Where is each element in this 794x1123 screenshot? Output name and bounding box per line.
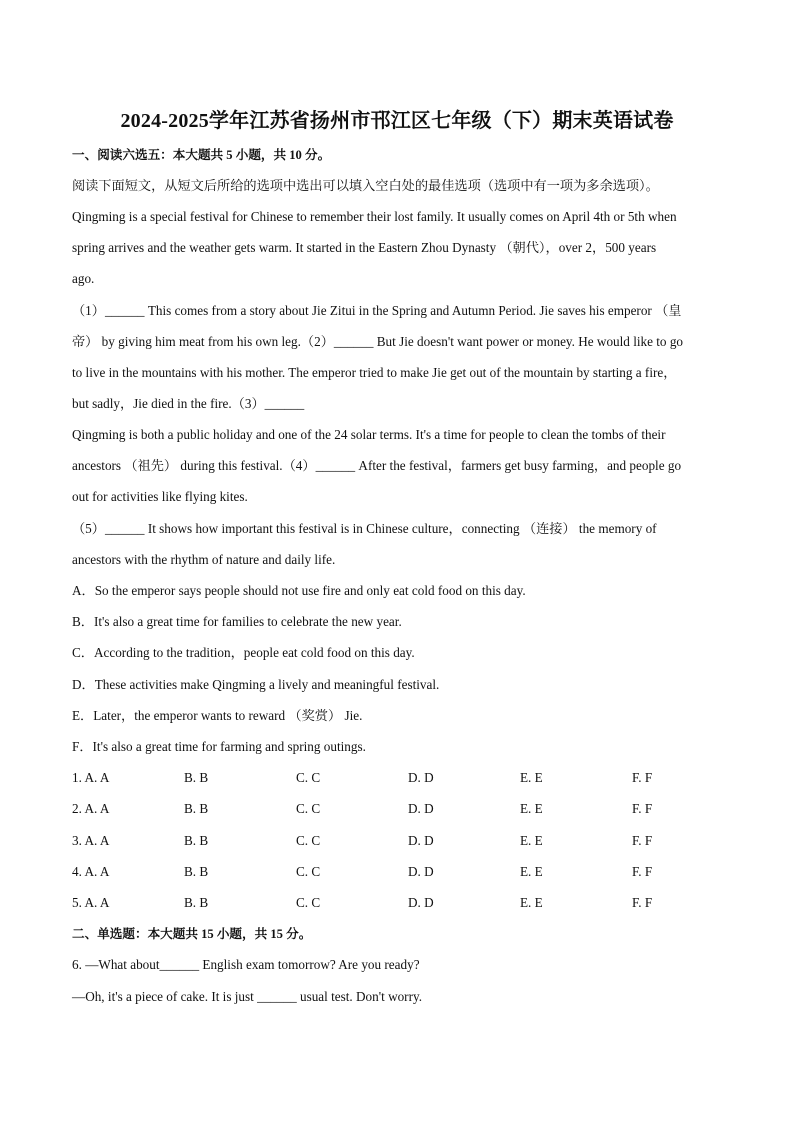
answer-option[interactable]: E. E (520, 864, 543, 879)
answer-option[interactable]: F. F (632, 833, 653, 848)
passage-line: spring arrives and the weather gets warm. It started in the Eastern Zhou Dynasty （朝代），over 2，500 years (72, 240, 657, 255)
section-1-heading: 一、阅读六选五：本大题共 5 小题，共 10 分。 (72, 148, 331, 162)
answer-option[interactable]: B. B (184, 833, 209, 848)
answer-option[interactable]: C. C (296, 864, 321, 879)
choice-d: D．These activities make Qingming a lively and meaningful festival. (72, 677, 440, 692)
passage-line: ancestors （祖先） during this festival.（4）______ After the festival，farmers get busy farming，and people go (72, 458, 682, 473)
answer-option[interactable]: C. C (296, 770, 321, 785)
answer-row-5 (72, 894, 722, 912)
passage-line: 帝） by giving him meat from his own leg.（2）______ But Jie doesn't want power or money. He would like to go (72, 334, 684, 349)
passage-line: out for activities like flying kites. (72, 489, 248, 504)
answer-option[interactable]: E. E (520, 895, 543, 910)
question-6-line: 6. —What about______ English exam tomorrow? Are you ready? (72, 957, 420, 972)
choice-e: E．Later，the emperor wants to reward （奖赏） Jie. (72, 708, 363, 723)
passage-line: （1）______ This comes from a story about Jie Zitui in the Spring and Autumn Period. Jie saves his emperor （皇 (72, 303, 682, 318)
answer-option[interactable]: 3. A. A (72, 833, 110, 848)
answer-option[interactable]: 4. A. A (72, 864, 110, 879)
choice-a: A．So the emperor says people should not use fire and only eat cold food on this day. (72, 583, 526, 598)
answer-option[interactable]: F. F (632, 895, 653, 910)
choice-c: C．According to the tradition，people eat cold food on this day. (72, 645, 415, 660)
question-6-reply: —Oh, it's a piece of cake. It is just ______ usual test. Don't worry. (72, 989, 423, 1004)
answer-option[interactable]: D. D (408, 833, 434, 848)
answer-option[interactable]: B. B (184, 895, 209, 910)
answer-option[interactable]: 2. A. A (72, 801, 110, 816)
choice-f: F．It's also a great time for farming and spring outings. (72, 739, 366, 754)
passage-line: ago. (72, 271, 95, 286)
section-2-heading: 二、单选题：本大题共 15 小题，共 15 分。 (72, 927, 312, 941)
answer-option[interactable]: 5. A. A (72, 895, 110, 910)
answer-row-3 (72, 832, 722, 850)
passage-line: but sadly，Jie died in the fire.（3）______ (72, 396, 305, 411)
choice-b: B．It's also a great time for families to celebrate the new year. (72, 614, 402, 629)
answer-option[interactable]: 1. A. A (72, 770, 110, 785)
answer-option[interactable]: D. D (408, 864, 434, 879)
answer-option[interactable]: D. D (408, 895, 434, 910)
answer-option[interactable]: C. C (296, 895, 321, 910)
answer-option[interactable]: E. E (520, 770, 543, 785)
answer-row-4 (72, 863, 722, 881)
passage-line: （5）______ It shows how important this festival is in Chinese culture，connecting （连接） the memory of (72, 521, 657, 536)
passage-line: Qingming is both a public holiday and one of the 24 solar terms. It's a time for people to clean the tombs of their (72, 427, 666, 442)
answer-option[interactable]: C. C (296, 801, 321, 816)
answer-option[interactable]: B. B (184, 864, 209, 879)
passage-line: Qingming is a special festival for Chinese to remember their lost family. It usually comes on April 4th or 5th when (72, 209, 677, 224)
answer-option[interactable]: F. F (632, 770, 653, 785)
answer-option[interactable]: E. E (520, 833, 543, 848)
answer-option[interactable]: B. B (184, 801, 209, 816)
answer-option[interactable]: D. D (408, 801, 434, 816)
answer-row-1 (72, 769, 722, 787)
passage-line: ancestors with the rhythm of nature and daily life. (72, 552, 336, 567)
answer-option[interactable]: D. D (408, 770, 434, 785)
answer-option[interactable]: C. C (296, 833, 321, 848)
answer-option[interactable]: F. F (632, 801, 653, 816)
section-1-instruction: 阅读下面短文，从短文后所给的选项中选出可以填入空白处的最佳选项（选项中有一项为多余选项）。 (72, 178, 659, 193)
exam-title: 2024-2025学年江苏省扬州市邗江区七年级（下）期末英语试卷 (120, 110, 674, 132)
answer-option[interactable]: E. E (520, 801, 543, 816)
answer-row-2 (72, 800, 722, 818)
answer-option[interactable]: F. F (632, 864, 653, 879)
passage-line: to live in the mountains with his mother. The emperor tried to make Jie get out of the mountain by starting a fire， (72, 365, 677, 380)
answer-option[interactable]: B. B (184, 770, 209, 785)
